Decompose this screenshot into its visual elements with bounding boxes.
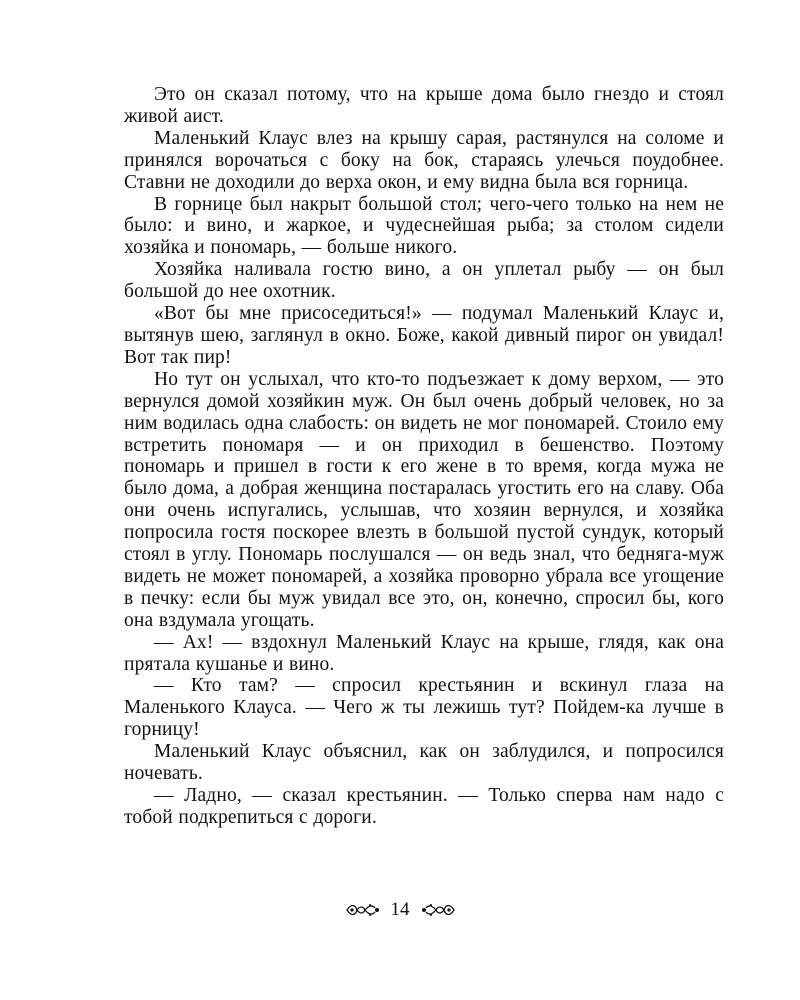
page-footer bbox=[0, 899, 800, 921]
paragraph: Это он сказал потому, что на крыше дома было гнездо и стоял живой аист. bbox=[124, 84, 724, 127]
paragraph: Маленький Клаус объяснил, как он заблудился, и попросился ночевать. bbox=[124, 741, 724, 785]
paragraph: Но тут он услыхал, что кто-то подъезжает к дому верхом, — это вернулся домой хозяйкин муж. Он был очень добрый человек, но за ним водилась одна слабость: он видеть не мог пономарей. Стоило ему встретить пономаря — и он приходил в бешенство. Поэтому пономарь и пришел в гости к его жене в то время, когда мужа не было дома, а добрая женщина постаралась угостить его на славу. Оба они очень испугались, услышав, что хозяин вернулся, и хозяйка попросила гостя поскорее влезть в большой пустой сундук, который стоял в углу. Пономарь послушался — он ведь знал, что бедняга-муж видеть не может пономарей, а хозяйка проворно убрала все угощение в печку: если бы муж увидал все это, он, конечно, спросил бы, кого она вздумала угощать. bbox=[124, 368, 724, 631]
paragraph: «Вот бы мне присоседиться!» — подумал Маленький Клаус и, вытянув шею, заглянул в окно. Боже, какой дивный пирог он увидал! Вот так пир! bbox=[124, 303, 724, 368]
paragraph: Хозяйка наливала гостю вино, а он уплетал рыбу — он был большой до нее охотник. bbox=[124, 259, 724, 303]
paragraph: В горнице был накрыт большой стол; чего-чего только на нем не было: и вино, и жаркое, и чудеснейшая рыба; за столом сидели хозяйка и пономарь, — больше никого. bbox=[124, 193, 724, 259]
paragraph: — Ладно, — сказал крестьянин. — Только сперва нам надо с тобой подкрепиться с дороги. bbox=[124, 785, 724, 828]
floral-ornament-icon bbox=[420, 900, 456, 920]
body-text bbox=[124, 84, 724, 829]
paragraph: — Ах! — вздохнул Маленький Клаус на крыше, глядя, как она прятала кушанье и вино. bbox=[124, 631, 724, 675]
page-number: 14 bbox=[390, 899, 410, 920]
paragraph: Маленький Клаус влез на крышу сарая, растянулся на соломе и принялся ворочаться с боку на бок, стараясь улечься поудобнее. Ставни не доходили до верха окон, и ему видна была вся горница. bbox=[124, 127, 724, 193]
floral-ornament-icon bbox=[345, 900, 381, 920]
paragraph: — Кто там? — спросил крестьянин и вскинул глаза на Маленького Клауса. — Чего ж ты лежишь тут? Пойдем-ка лучше в горницу! bbox=[124, 675, 724, 741]
